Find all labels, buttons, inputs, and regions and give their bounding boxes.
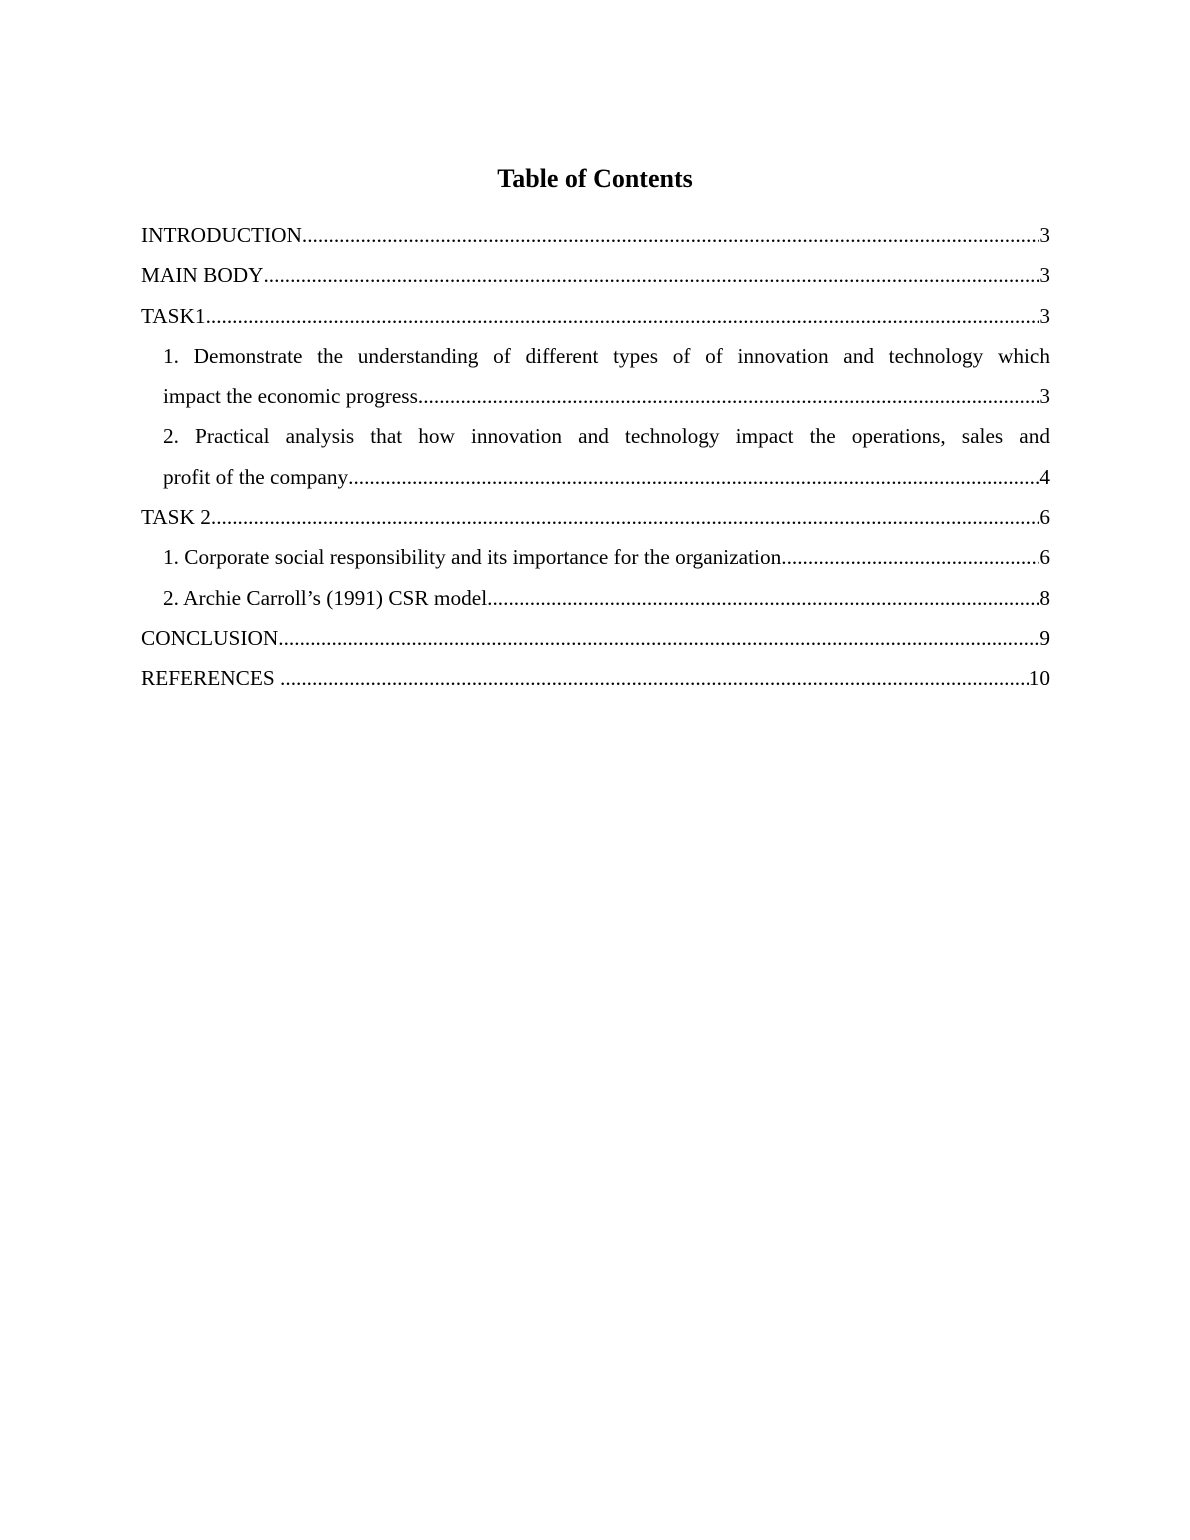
toc-entry-main-body[interactable] bbox=[141, 255, 1050, 295]
toc-entry-label: TASK1 bbox=[141, 303, 206, 328]
dot-leader bbox=[348, 457, 1039, 497]
toc-entry-page: 3 bbox=[1039, 263, 1050, 288]
toc-entry-page: 3 bbox=[1039, 223, 1050, 247]
dot-leader bbox=[278, 618, 1039, 658]
toc-entry-task2-carroll-model[interactable] bbox=[141, 578, 1050, 618]
toc-entry-task1-practical-analysis[interactable] bbox=[141, 416, 1050, 497]
toc-entry-label: impact the economic progress bbox=[163, 384, 418, 409]
toc-entry-page: 6 bbox=[1039, 545, 1050, 570]
toc-entry-first-line: 1. Demonstrate the understanding of different types of of innovation and technology which bbox=[163, 343, 1050, 368]
toc-entry-label: REFERENCES bbox=[141, 666, 281, 691]
toc-entry-references[interactable] bbox=[141, 658, 1050, 698]
toc-entry-task2-csr-importance[interactable] bbox=[141, 537, 1050, 577]
toc-entry-label: MAIN BODY bbox=[141, 263, 264, 288]
toc-entry-page: 8 bbox=[1039, 585, 1050, 610]
toc-entry-task1-innovation-types[interactable] bbox=[141, 336, 1050, 417]
dot-leader bbox=[418, 376, 1039, 416]
toc-entry-conclusion[interactable] bbox=[141, 618, 1050, 658]
dot-leader bbox=[487, 578, 1039, 618]
toc-entry-label: INTRODUCTION bbox=[141, 223, 302, 247]
toc-entry-page: 3 bbox=[1039, 303, 1050, 328]
toc-entry-page: 10 bbox=[1028, 666, 1050, 691]
toc-entry-page: 3 bbox=[1039, 384, 1050, 409]
dot-leader bbox=[302, 215, 1039, 255]
toc-entry-first-line: 2. Practical analysis that how innovation and technology impact the operations, sales and bbox=[163, 424, 1050, 449]
toc-entry-task1[interactable] bbox=[141, 296, 1050, 336]
toc-entry-page: 9 bbox=[1039, 625, 1050, 650]
toc-entry-label: CONCLUSION bbox=[141, 625, 279, 650]
dot-leader bbox=[781, 537, 1039, 577]
toc-entry-page: 6 bbox=[1039, 505, 1050, 530]
toc-entry-label: profit of the company bbox=[163, 464, 349, 489]
dot-leader bbox=[211, 497, 1039, 537]
dot-leader bbox=[280, 658, 1029, 698]
toc-entry-task2[interactable] bbox=[141, 497, 1050, 537]
toc-entry-label: TASK 2 bbox=[141, 505, 211, 530]
toc-entry-label: 2. Archie Carroll’s (1991) CSR model bbox=[163, 585, 488, 610]
table-of-contents bbox=[141, 215, 1050, 699]
toc-entry-introduction[interactable] bbox=[141, 215, 1050, 255]
toc-entry-page: 4 bbox=[1039, 464, 1050, 489]
toc-entry-label: 1. Corporate social responsibility and its importance for the organization bbox=[163, 545, 782, 570]
dot-leader bbox=[263, 255, 1039, 295]
dot-leader bbox=[206, 296, 1040, 336]
toc-title: Table of Contents bbox=[497, 164, 693, 193]
